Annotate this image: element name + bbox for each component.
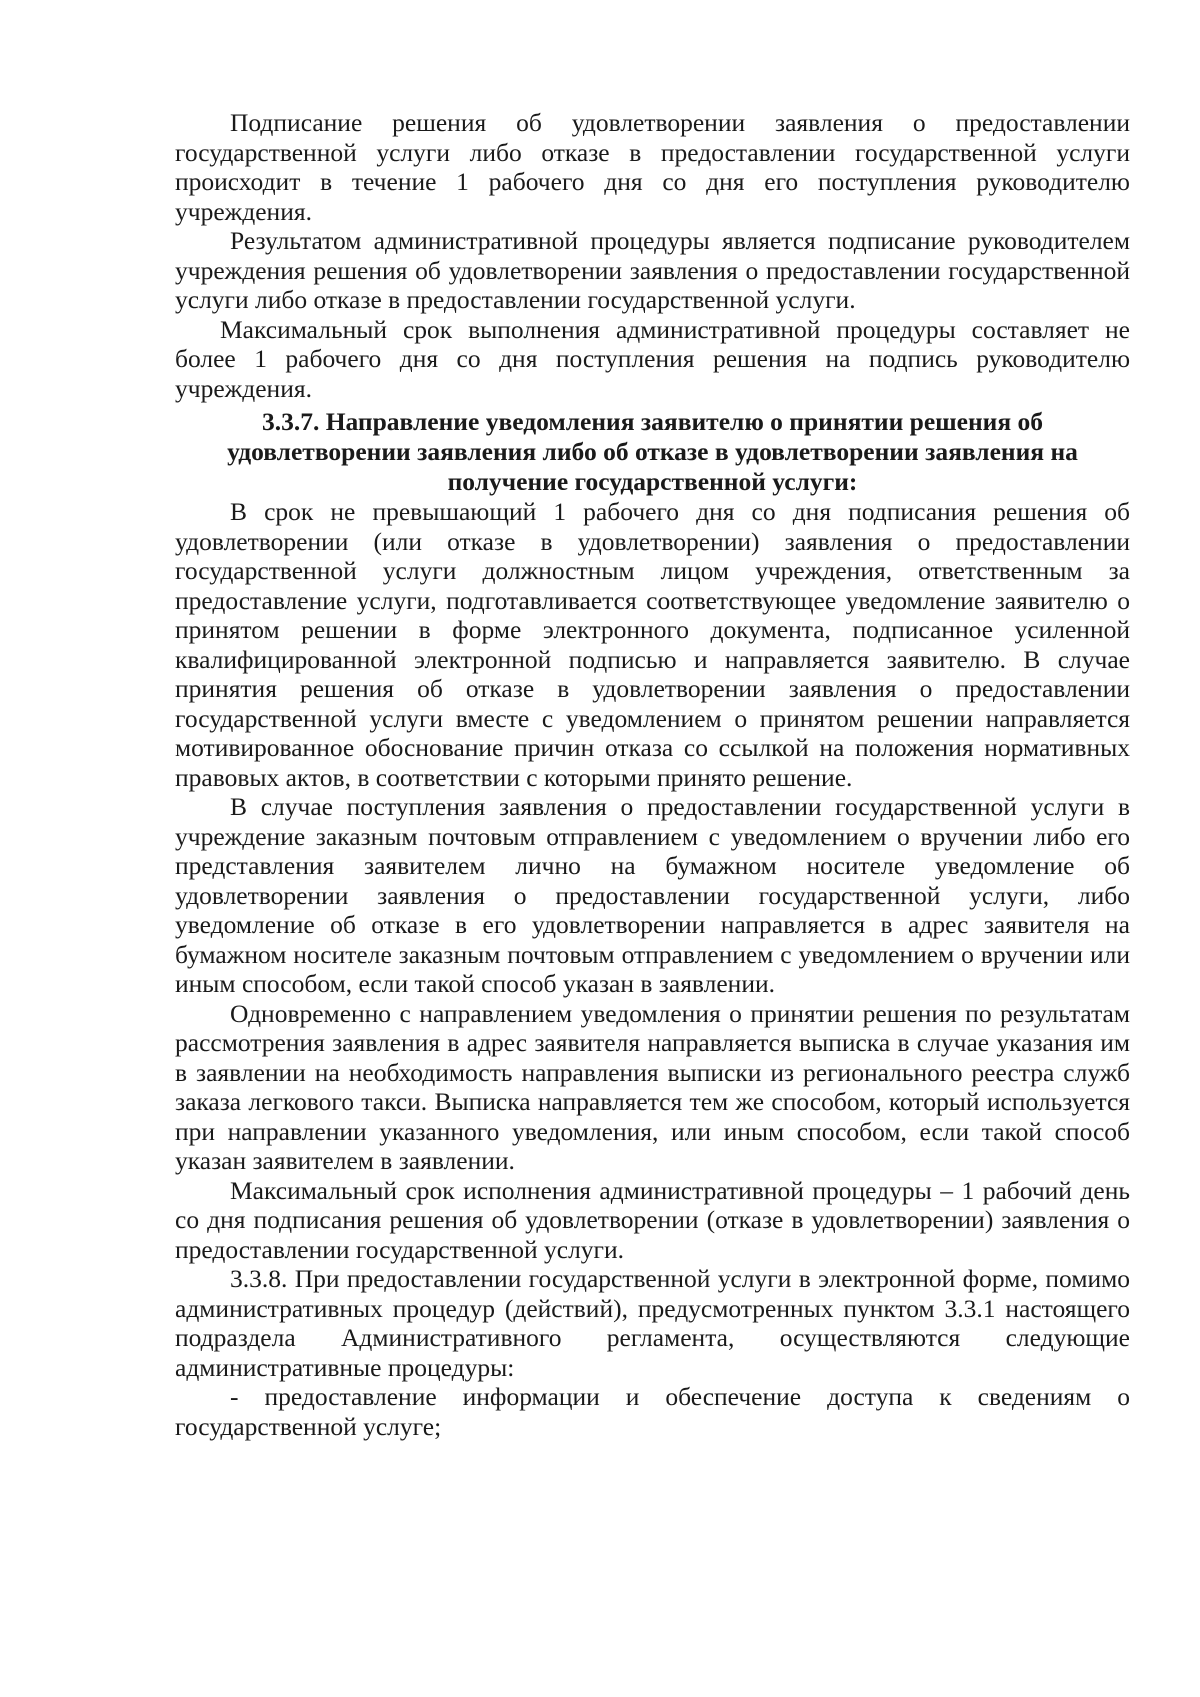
paragraph-signing: Подписание решения об удовлетворении заявления о предоставлении государственной услуги либо отказе в предоставлении государственной услуги происходит в течение 1 рабочего дня со дня его поступления руководителю учреждения. xyxy=(175,108,1130,226)
section-heading-3-3-7: 3.3.7. Направление уведомления заявителю о принятии решения об удовлетворении заявления либо об отказе в удовлетворении заявления на получение государственной услуги: xyxy=(227,407,1078,496)
document-page xyxy=(175,108,1130,1441)
paragraph-max-execution-term: Максимальный срок исполнения административной процедуры – 1 рабочий день со дня подписания решения об удовлетворении (отказе в удовлетворении) заявления о предоставлении государственной услуги. xyxy=(175,1175,1130,1264)
paragraph-notification: В срок не превышающий 1 рабочего дня со дня подписания решения об удовлетворении (или отказе в удовлетворении) заявления о предоставлении государственной услуги должностным лицом учреждения, ответственным за предоставление услуги, подготавливается соответствующее уведомление заявителю о принятом решении в форме электронного документа, подписанное усиленной квалифицированной электронной подписью и направляется заявителю. В случае принятия решения об отказе в удовлетворении заявления о предоставлении государственной услуги вместе с уведомлением о принятом решении направляется мотивированное обоснование причин отказа со ссылкой на положения нормативных правовых актов, в соответствии с которыми принято решение. xyxy=(175,497,1130,792)
paragraph-extract: Одновременно с направлением уведомления о принятии решения по результатам рассмотрения заявления в адрес заявителя направляется выписка в случае указания им в заявлении на необходимость направления выписки из регионального реестра служб заказа легкового такси. Выписка направляется тем же способом, который используется при направлении указанного уведомления, или иным способом, если такой способ указан заявителем в заявлении. xyxy=(175,998,1130,1175)
paragraph-paper-notice: В случае поступления заявления о предоставлении государственной услуги в учреждение заказным почтовым отправлением с уведомлением о вручении либо его представления заявителем лично на бумажном носителе уведомление об удовлетворении заявления о предоставлении государственной услуги, либо уведомление об отказе в его удовлетворении направляется в адрес заявителя на бумажном носителе заказным почтовым отправлением с уведомлением о вручении или иным способом, если такой способ указан в заявлении. xyxy=(175,792,1130,998)
paragraph-max-term: Максимальный срок выполнения административной процедуры составляет не более 1 рабочего дня со дня поступления решения на подпись руководителю учреждения. xyxy=(175,314,1130,403)
paragraph-3-3-8: 3.3.8. При предоставлении государственной услуги в электронной форме, помимо административных процедур (действий), предусмотренных пунктом 3.3.1 настоящего подраздела Административного регламента, осуществляются следующие административные процедуры: xyxy=(175,1264,1130,1382)
list-item-information: - предоставление информации и обеспечение доступа к сведениям о государственной услуге; xyxy=(175,1382,1130,1441)
paragraph-result: Результатом административной процедуры является подписание руководителем учреждения решения об удовлетворении заявления о предоставлении государственной услуги либо отказе в предоставлении государственной услуги. xyxy=(175,226,1130,314)
